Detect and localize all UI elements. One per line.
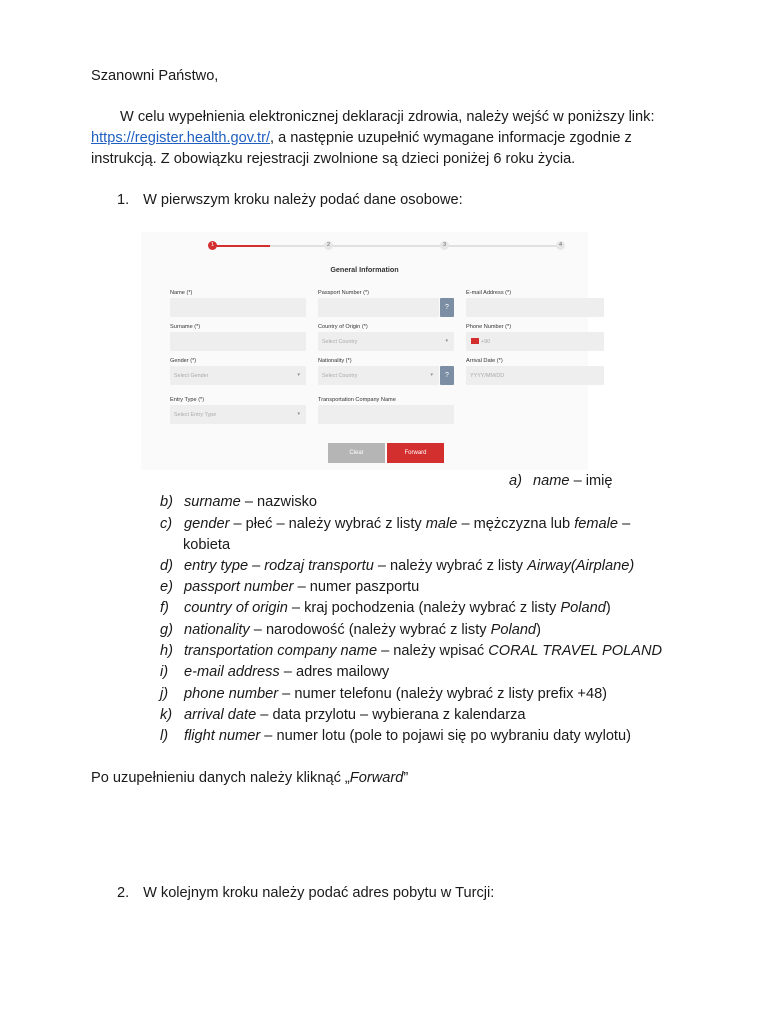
- country-label: Country of Origin (*): [318, 324, 368, 330]
- turkey-flag-icon: [471, 338, 479, 344]
- list-item-c-continuation: kobieta: [183, 537, 231, 553]
- list-item-text: – należy wpisać: [377, 643, 489, 659]
- intro-line-2-text: , a następnie uzupełnić wymagane informacje zgodnie z: [270, 130, 632, 146]
- passport-label: Passport Number (*): [318, 290, 369, 296]
- list-item-text: adres mailowy: [295, 664, 390, 680]
- list-item-term: entry type – rodzaj transportu: [184, 558, 374, 574]
- list-item-sep: –: [293, 579, 310, 595]
- list-item-term: surname: [184, 494, 241, 510]
- passport-input[interactable]: [318, 298, 439, 317]
- list-item-text: numer telefonu (należy wybrać z listy prefix +48): [294, 686, 608, 702]
- list-item-k: [160, 705, 526, 726]
- list-item-text: imię: [585, 473, 613, 489]
- after-text-term: Forward: [349, 770, 404, 786]
- list-item-term: e-mail address: [184, 664, 280, 680]
- list-item-text: – należy wybrać z listy: [373, 558, 528, 574]
- list-item-term: male: [425, 516, 458, 532]
- list-item-term: CORAL TRAVEL POLAND: [488, 643, 663, 659]
- list-item-b: [160, 492, 317, 513]
- list-item-term: country of origin: [184, 600, 288, 616]
- step-2-number: 2.: [117, 885, 130, 901]
- nationality-select[interactable]: [318, 366, 439, 385]
- progress-step-1: 1: [208, 241, 217, 250]
- arrival-placeholder: YYYY/MM/DD: [470, 373, 505, 379]
- list-item-term: Airway(Airplane): [527, 558, 635, 574]
- list-item-c: [160, 514, 630, 535]
- nationality-help-icon[interactable]: ?: [440, 366, 454, 385]
- chevron-down-icon: ▾: [297, 411, 300, 417]
- form-title: General Information: [330, 265, 399, 274]
- progress-line: [270, 245, 564, 247]
- intro-line-1: W celu wypełnienia elektronicznej deklaracji zdrowia, należy wejść w poniższy link:: [120, 109, 655, 125]
- list-item-sep: –: [240, 494, 258, 510]
- list-item-letter: i): [160, 664, 169, 680]
- progress-step-3: 3: [440, 241, 449, 250]
- list-item-text: ): [605, 600, 611, 616]
- after-fill-instruction: [91, 768, 408, 789]
- progress-step-2: 2: [324, 241, 333, 250]
- list-item-text: – kraj pochodzenia (należy wybrać z listy: [287, 600, 561, 616]
- after-text-before: Po uzupełnieniu danych należy kliknąć „: [91, 770, 350, 786]
- intro-line-2: [91, 128, 691, 149]
- step-2: [117, 883, 494, 904]
- passport-help-icon[interactable]: ?: [440, 298, 454, 317]
- list-item-letter: b): [160, 494, 173, 510]
- name-label: Name (*): [170, 290, 193, 296]
- list-item-text: – narodowość (należy wybrać z listy: [249, 622, 491, 638]
- list-item-a: [509, 471, 613, 492]
- list-item-l: [160, 726, 631, 747]
- intro-paragraph: [91, 107, 691, 170]
- gender-select[interactable]: [170, 366, 306, 385]
- chevron-down-icon: ▾: [445, 338, 448, 344]
- list-item-text: ): [536, 622, 541, 638]
- country-select[interactable]: [318, 332, 454, 351]
- list-item-text: numer lotu (pole to pojawi się po wybraniu daty wylotu): [276, 728, 631, 744]
- list-item-text: nazwisko: [257, 494, 318, 510]
- list-item-d: [160, 556, 634, 577]
- country-placeholder: Select Country: [322, 339, 358, 345]
- entry-type-select[interactable]: [170, 405, 306, 424]
- entry-type-label: Entry Type (*): [170, 397, 205, 403]
- phone-label: Phone Number (*): [466, 324, 512, 330]
- list-item-sep: –: [569, 473, 586, 489]
- list-item-term: Poland: [490, 622, 537, 638]
- list-item-term: gender: [184, 516, 230, 532]
- list-item-sep: –: [256, 707, 273, 723]
- list-item-sep: –: [278, 686, 295, 702]
- form-screenshot: [141, 232, 588, 470]
- list-item-sep: –: [279, 664, 296, 680]
- transport-input[interactable]: [318, 405, 454, 424]
- phone-prefix: +90: [481, 339, 491, 345]
- list-item-i: [160, 662, 389, 683]
- list-item-letter: g): [160, 622, 173, 638]
- name-input[interactable]: [170, 298, 306, 317]
- register-link[interactable]: https://register.health.gov.tr/: [91, 130, 271, 146]
- email-input[interactable]: [466, 298, 604, 317]
- arrival-label: Arrival Date (*): [466, 358, 503, 364]
- list-item-g: [160, 620, 541, 641]
- step-1-number: 1.: [117, 192, 130, 208]
- nationality-placeholder: Select Country: [322, 373, 358, 379]
- entry-type-placeholder: Select Entry Type: [174, 412, 217, 418]
- list-item-term: arrival date: [184, 707, 257, 723]
- list-item-term: name: [533, 473, 570, 489]
- list-item-e: [160, 577, 419, 598]
- list-item-text: – płeć – należy wybrać z listy: [229, 516, 426, 532]
- list-item-letter: l): [160, 728, 169, 744]
- arrival-date-input[interactable]: [466, 366, 604, 385]
- surname-label: Surname (*): [170, 324, 201, 330]
- chevron-down-icon: ▾: [430, 372, 433, 378]
- list-item-sep: –: [260, 728, 277, 744]
- list-item-letter: j): [160, 686, 169, 702]
- greeting: Szanowni Państwo,: [91, 68, 219, 84]
- list-item-letter: d): [160, 558, 173, 574]
- email-label: E-mail Address (*): [466, 290, 512, 296]
- list-item-h: [160, 641, 662, 662]
- step-1: [117, 190, 463, 211]
- chevron-down-icon: ▾: [297, 372, 300, 378]
- intro-line-3: instrukcją. Z obowiązku rejestracji zwolnione są dzieci poniżej 6 roku życia.: [91, 151, 576, 167]
- list-item-letter: f): [160, 600, 169, 616]
- transport-label: Transportation Company Name: [318, 397, 396, 403]
- list-item-term: nationality: [184, 622, 250, 638]
- forward-button[interactable]: Forward: [387, 443, 444, 463]
- list-item-term: phone number: [184, 686, 279, 702]
- list-item-f: [160, 598, 611, 619]
- step-2-text: W kolejnym kroku należy podać adres pobytu w Turcji:: [143, 885, 495, 901]
- list-item-term: transportation company name: [184, 643, 378, 659]
- step-1-text: W pierwszym kroku należy podać dane osobowe:: [143, 192, 463, 208]
- gender-placeholder: Select Gender: [174, 373, 209, 379]
- list-item-term: female: [574, 516, 619, 532]
- list-item-term: Poland: [560, 600, 606, 616]
- list-item-j: [160, 684, 607, 705]
- list-item-text: –: [618, 516, 631, 532]
- list-item-term: passport number: [184, 579, 294, 595]
- list-item-text: numer paszportu: [309, 579, 420, 595]
- list-item-text: data przylotu – wybierana z kalendarza: [272, 707, 526, 723]
- nationality-label: Nationality (*): [318, 358, 352, 364]
- clear-button[interactable]: Clear: [328, 443, 385, 463]
- list-item-letter: e): [160, 579, 173, 595]
- list-item-text: – mężczyzna lub: [457, 516, 575, 532]
- surname-input[interactable]: [170, 332, 306, 351]
- phone-input[interactable]: [466, 332, 604, 351]
- progress-step-4: 4: [556, 241, 565, 250]
- list-item-letter: c): [160, 516, 173, 532]
- list-item-letter: h): [160, 643, 173, 659]
- after-text-after: ”: [403, 770, 409, 786]
- progress-line-active: [212, 245, 270, 247]
- list-item-letter: k): [160, 707, 173, 723]
- gender-label: Gender (*): [170, 358, 197, 364]
- list-item-letter: a): [509, 473, 522, 489]
- list-item-term: flight numer: [184, 728, 261, 744]
